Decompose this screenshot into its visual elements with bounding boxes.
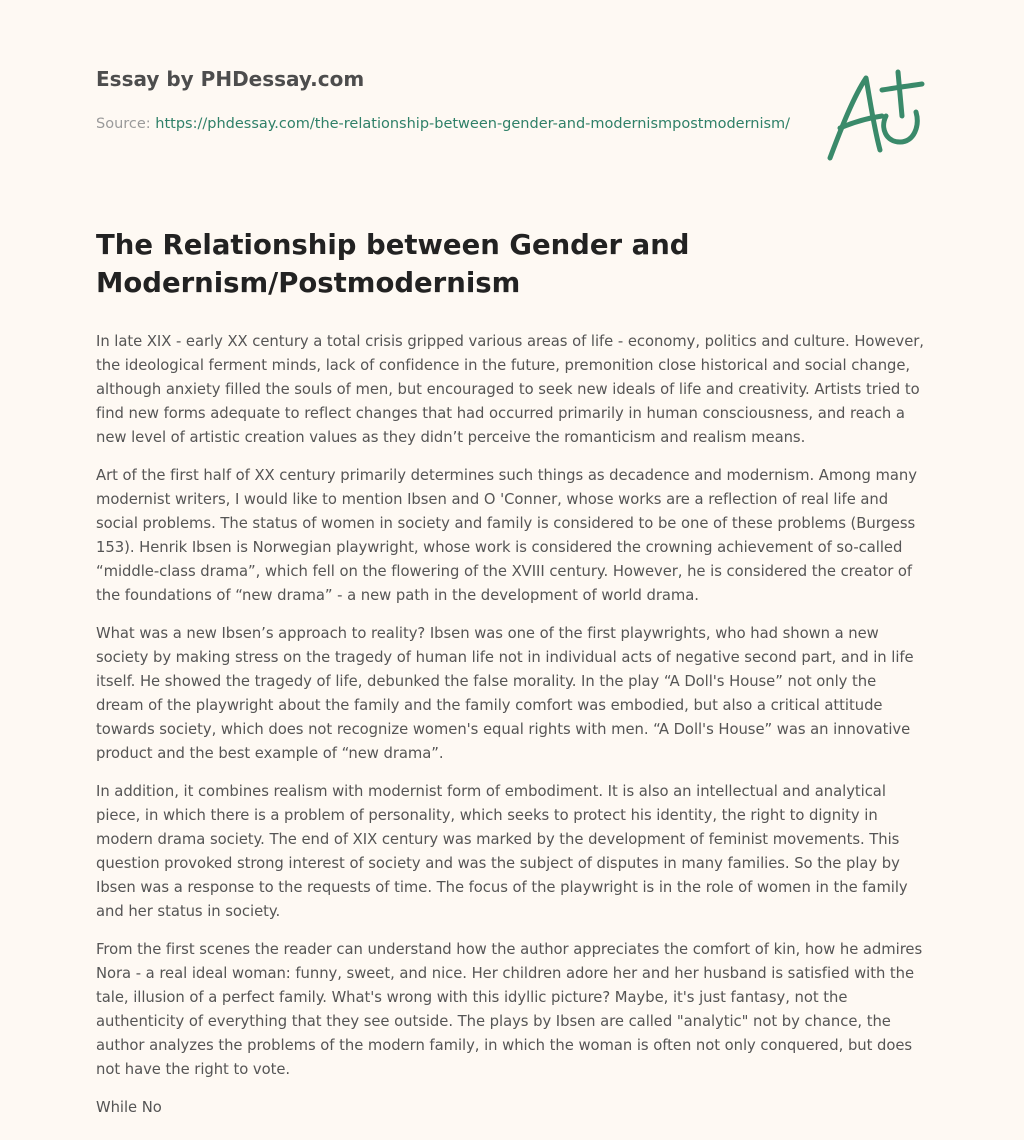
paragraph: In addition, it combines realism with modernist form of embodiment. It is also an intellectual and analytical piece, in which there is a problem of personality, which seeks to protect his identity, the right to dignity in modern drama society. The end of XIX century was marked by the development of feminist movements. This question provoked strong interest of society and was the subject of disputes in many families. So the play by Ibsen was a response to the requests of time. The focus of the playwright is in the role of women in the family and her status in society. (96, 783, 908, 920)
a-plus-icon (820, 66, 930, 166)
paragraph-truncated: While No (96, 1099, 162, 1116)
paragraph: From the first scenes the reader can understand how the author appreciates the comfort of kin, how he admires Nora - a real ideal woman: funny, sweet, and nice. Her children adore her and her husband is satisfied with the tale, illusion of a perfect family. What's wrong with this idyllic picture? Maybe, it's just fantasy, not the authenticity of everything that they see outside. The plays by Ibsen are called "analytic" not by chance, the author analyzes the problems of the modern family, in which the woman is often not only conquered, but does not have the right to vote. (96, 941, 923, 1078)
source-line (96, 112, 796, 136)
a-plus-grade-logo (820, 66, 930, 166)
paragraph: Art of the first half of XX century primarily determines such things as decadence and modernism. Among many modernist writers, I would like to mention Ibsen and O 'Conner, whose works are a reflection of real life and social problems. The status of women in society and family is considered to be one of these problems (Burgess 153). Henrik Ibsen is Norwegian playwright, whose work is considered the crowning achievement of so-called “middle-class drama”, which fell on the flowering of the XVIII century. However, he is considered the creator of the foundations of “new drama” - a new path in the development of world drama. (96, 467, 917, 604)
site-title: Essay by PHDessay.com (96, 67, 365, 91)
paragraph: In late XIX - early XX century a total crisis gripped various areas of life - economy, politics and culture. However, the ideological ferment minds, lack of confidence in the future, premonition close historical and social change, although anxiety filled the souls of men, but encouraged to seek new ideals of life and creativity. Artists tried to find new forms adequate to reflect changes that had occurred primarily in human consciousness, and reach a new level of artistic creation values as they didn’t perceive the romanticism and realism means. (96, 333, 924, 446)
article-title: The Relationship between Gender and Modernism/Postmodernism (96, 229, 690, 299)
header (96, 66, 796, 136)
source-label: Source: (96, 116, 151, 132)
paragraph: What was a new Ibsen’s approach to reality? Ibsen was one of the first playwrights, who had shown a new society by making stress on the tragedy of human life not in individual acts of negative second part, and in life itself. He showed the tragedy of life, debunked the false morality. In the play “A Doll's House” not only the dream of the playwright about the family and the family comfort was embodied, but also a critical attitude towards society, which does not recognize women's equal rights with men. “A Doll's House” was an innovative product and the best example of “new drama”. (96, 625, 914, 762)
article (96, 226, 926, 1134)
source-link[interactable]: https://phdessay.com/the-relationship-between-gender-and-modernismpostmodernism/ (155, 116, 791, 132)
